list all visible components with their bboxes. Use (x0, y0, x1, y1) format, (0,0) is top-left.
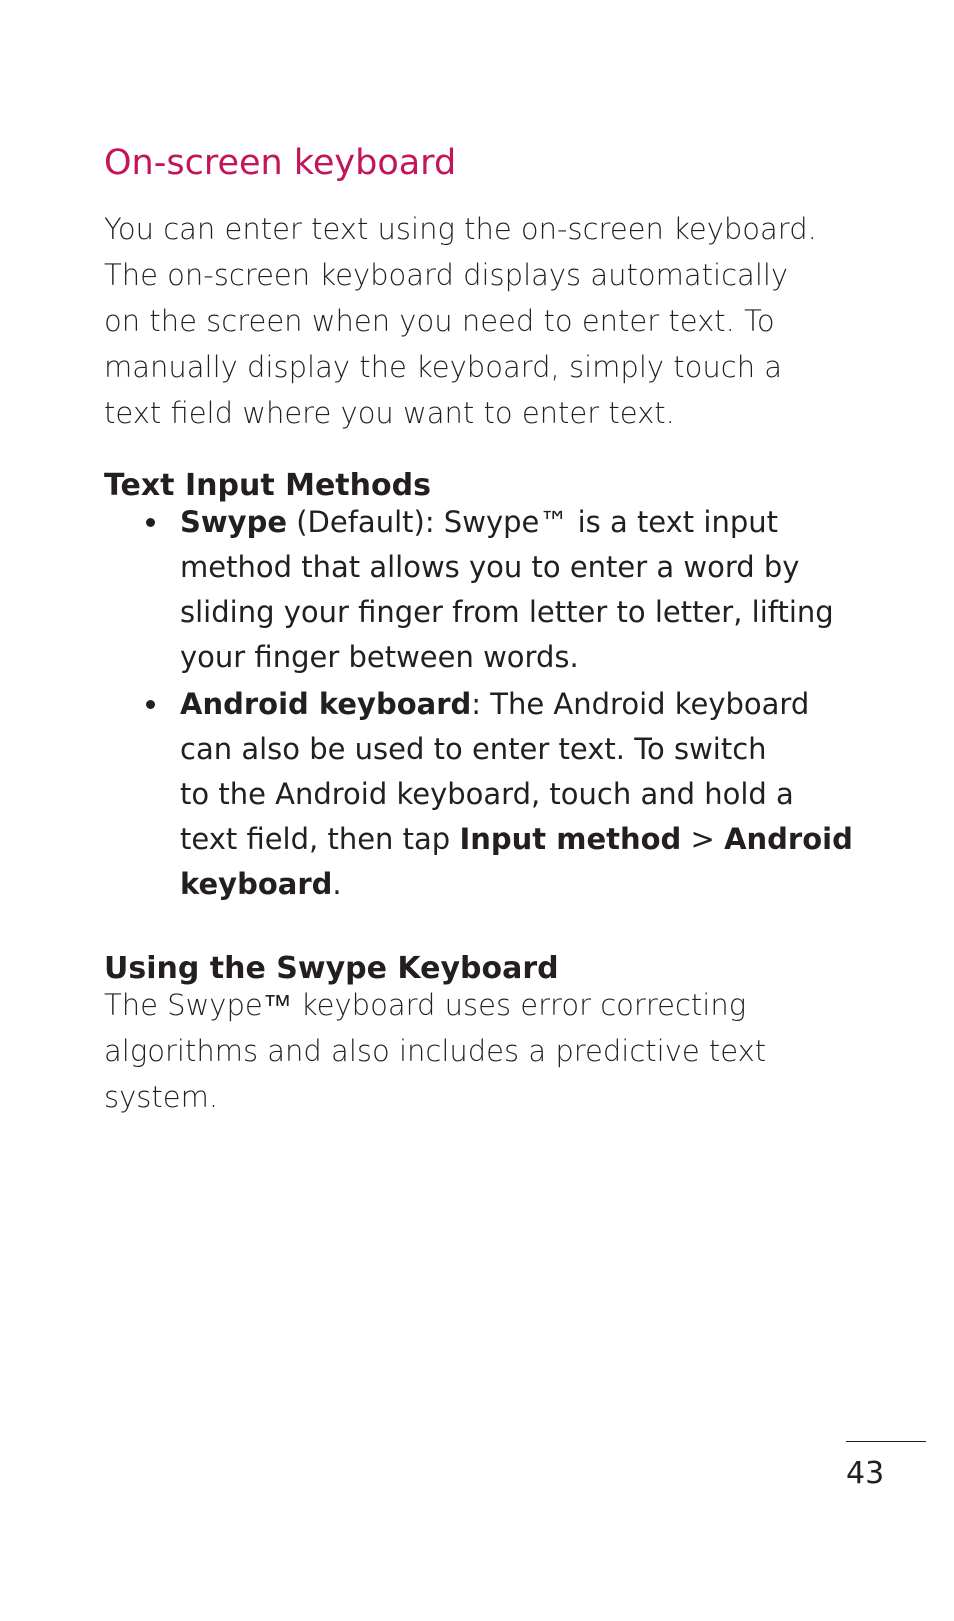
swype-paragraph-line: algorithms and also includes a predictive text (104, 1034, 767, 1068)
android-keyboard-term: Android keyboard (180, 687, 472, 721)
android-line: to the Android keyboard, touch and hold a (180, 777, 794, 811)
swype-line: method that allows you to enter a word by (180, 550, 800, 584)
android-line (180, 817, 853, 862)
swype-term: Swype (180, 505, 288, 539)
bullet-dot-icon (146, 700, 155, 709)
swype-line1-rest: (Default): Swype™ is a text input (287, 505, 778, 539)
intro-line: You can enter text using the on-screen keyboard. (104, 212, 817, 246)
android-bullet-text (180, 682, 853, 907)
swype-line: sliding your finger from letter to letter, lifting (180, 595, 834, 629)
using-swype-heading: Using the Swype Keyboard (104, 951, 559, 986)
page-number: 43 (846, 1456, 885, 1491)
section-title: On-screen keyboard (104, 143, 457, 183)
swype-paragraph (104, 982, 766, 1120)
swype-line: your finger between words. (180, 640, 579, 674)
swype-paragraph-line: system. (104, 1080, 219, 1114)
keyboard-term: keyboard (180, 867, 333, 901)
bullet-dot-icon (146, 518, 155, 527)
input-method-term: Input method (459, 822, 682, 856)
android-line1-rest: : The Android keyboard (471, 687, 810, 721)
intro-paragraph (104, 206, 817, 436)
android-term: Android (724, 822, 853, 856)
swype-line (180, 500, 834, 545)
intro-line: The on-screen keyboard displays automatically (104, 258, 789, 292)
android-line4-prefix: text field, then tap (180, 822, 460, 856)
android-line (180, 682, 853, 727)
intro-line: text field where you want to enter text. (104, 396, 675, 430)
intro-line: on the screen when you need to enter text. To (104, 304, 775, 338)
sentence-end: . (332, 867, 342, 901)
intro-line: manually display the keyboard, simply touch a (104, 350, 783, 384)
android-line: can also be used to enter text. To switch (180, 732, 767, 766)
footer-rule (846, 1441, 926, 1442)
swype-bullet-text (180, 500, 834, 680)
path-separator: > (681, 822, 725, 856)
android-line (180, 862, 853, 907)
swype-paragraph-line: The Swype™ keyboard uses error correcting (104, 988, 747, 1022)
text-input-methods-heading: Text Input Methods (104, 468, 431, 503)
